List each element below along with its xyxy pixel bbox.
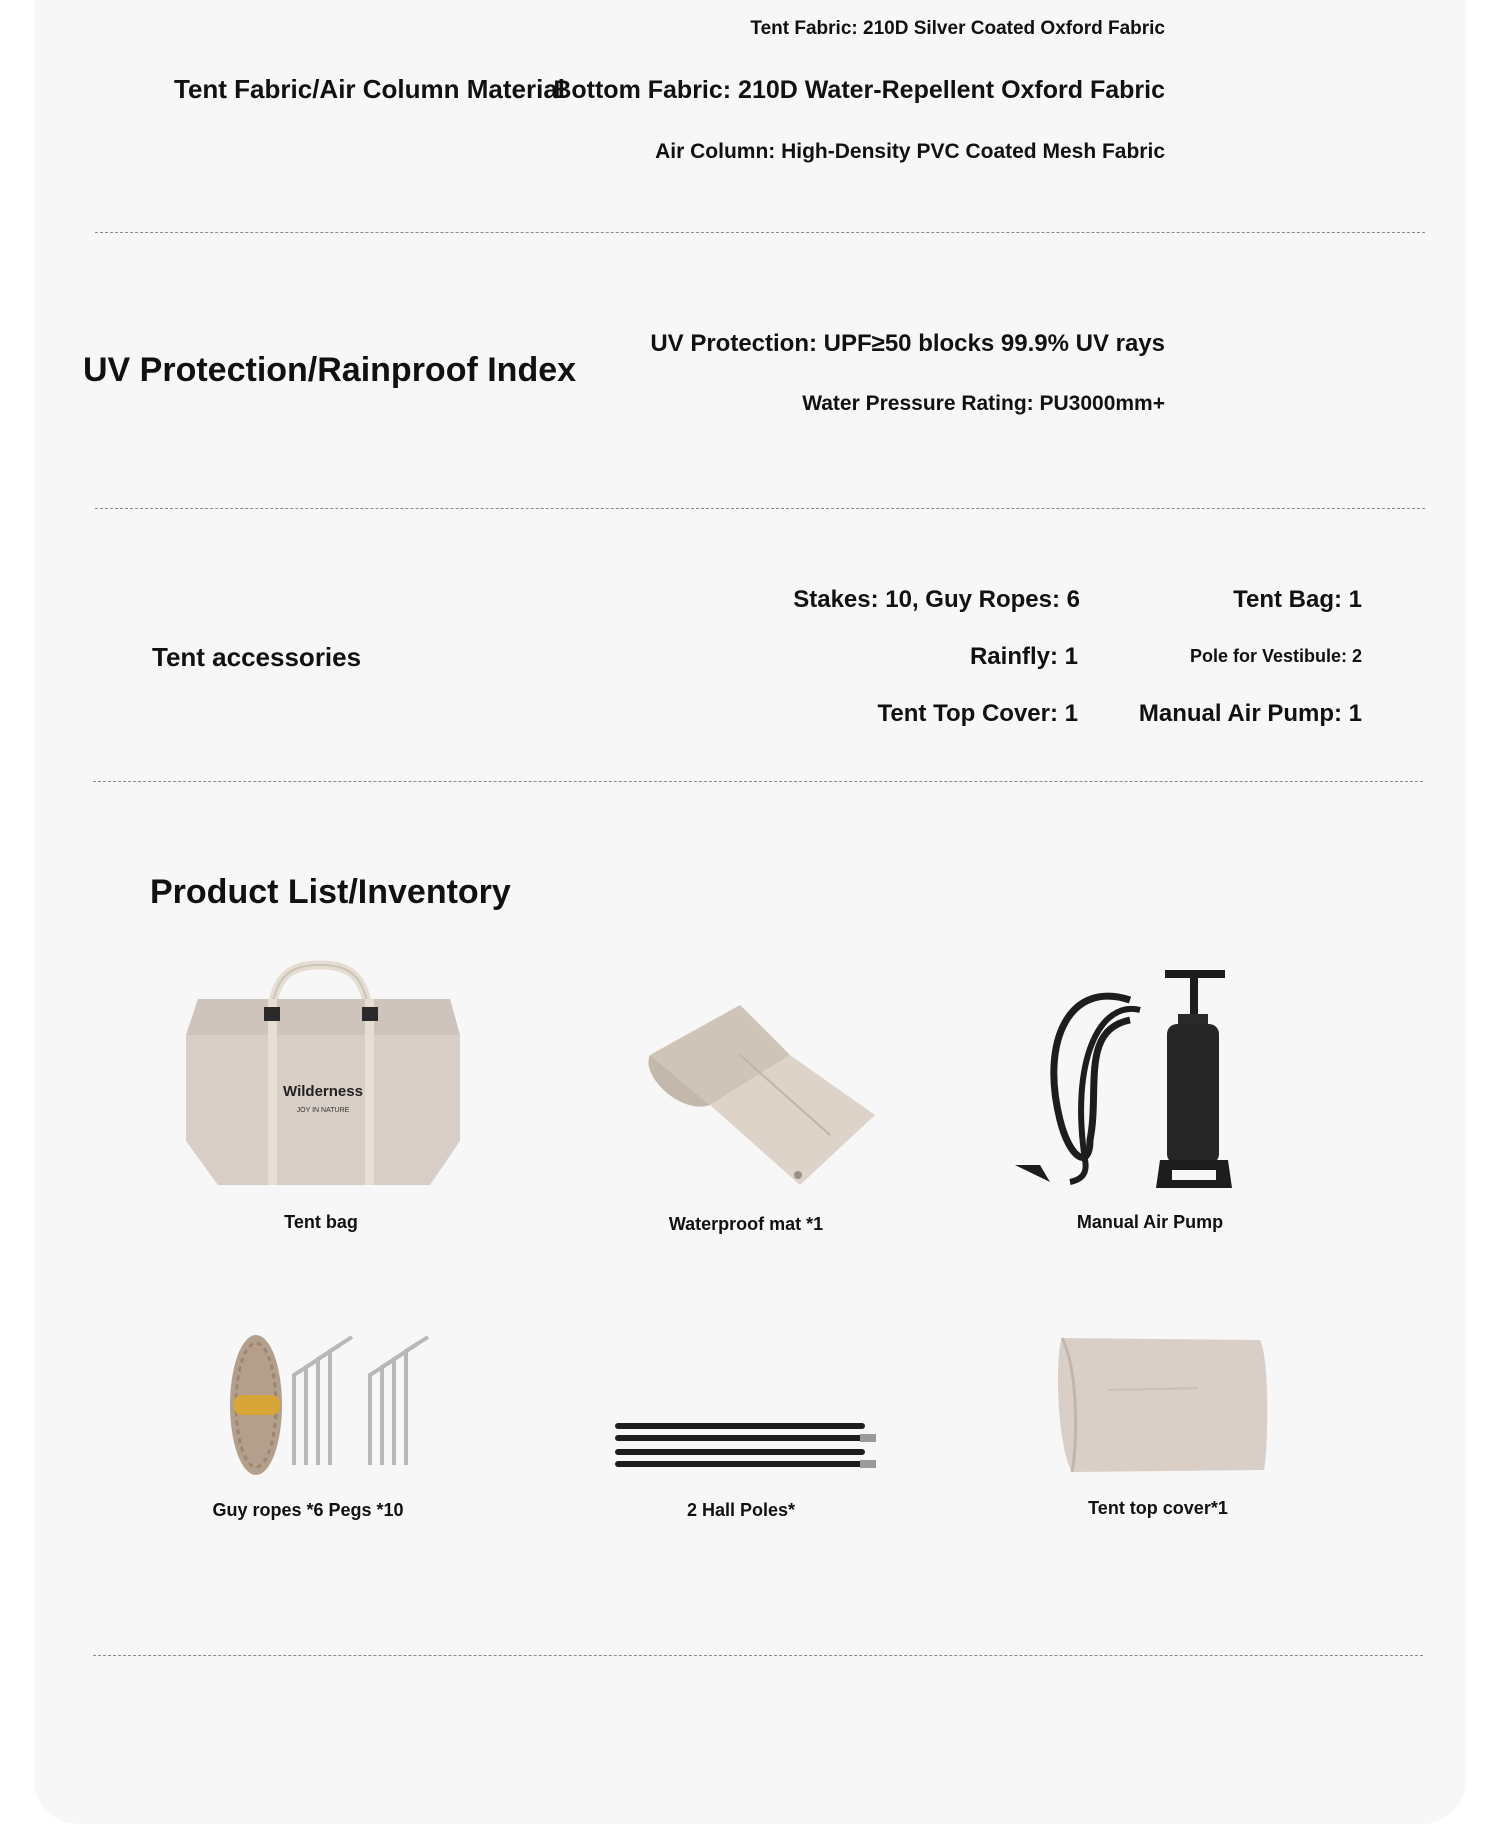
ropes-pegs-image (220, 1325, 450, 1485)
bag-brand-text: Wilderness (283, 1083, 363, 1100)
item-label-hall-poles: 2 Hall Poles* (686, 1500, 796, 1520)
tent-fabric-spec: Tent Fabric: 210D Silver Coated Oxford Fabric (750, 18, 1165, 39)
water-pressure-spec: Water Pressure Rating: PU3000mm+ (802, 392, 1165, 415)
accessory-vestibule-pole: Pole for Vestibule: 2 (1189, 646, 1362, 666)
section-divider (95, 232, 1425, 233)
hall-poles-image (612, 1418, 882, 1472)
item-label-air-pump: Manual Air Pump (1076, 1212, 1224, 1232)
uv-protection-spec: UV Protection: UPF≥50 blocks 99.9% UV rays (650, 330, 1165, 357)
accessory-rainfly: Rainfly: 1 (969, 643, 1078, 670)
section-divider (93, 781, 1423, 782)
item-label-tent-bag: Tent bag (284, 1212, 358, 1232)
top-cover-image (1048, 1330, 1274, 1478)
section-divider (95, 508, 1425, 509)
air-pump-image (1000, 960, 1250, 1195)
accessory-stakes-ropes: Stakes: 10, Guy Ropes: 6 (793, 586, 1080, 613)
spec-card (34, 0, 1466, 1824)
accessory-top-cover: Tent Top Cover: 1 (877, 700, 1078, 727)
tent-bag-image (180, 955, 465, 1195)
section-divider (93, 1655, 1423, 1656)
item-label-waterproof-mat: Waterproof mat *1 (668, 1214, 824, 1234)
bag-tagline-text: JOY IN NATURE (296, 1107, 350, 1114)
material-title: Tent Fabric/Air Column Material (174, 74, 566, 104)
air-column-spec: Air Column: High-Density PVC Coated Mesh Fabric (655, 140, 1165, 163)
bottom-fabric-spec: Bottom Fabric: 210D Water-Repellent Oxford Fabric (553, 76, 1165, 104)
item-label-ropes-pegs: Guy ropes *6 Pegs *10 (212, 1500, 404, 1520)
accessories-title: Tent accessories (152, 642, 362, 672)
accessory-air-pump: Manual Air Pump: 1 (1138, 700, 1362, 727)
inventory-title: Product List/Inventory (150, 873, 511, 911)
item-label-top-cover: Tent top cover*1 (1088, 1498, 1228, 1518)
waterproof-mat-image (640, 995, 890, 1195)
uv-title: UV Protection/Rainproof Index (83, 351, 577, 389)
accessory-tent-bag: Tent Bag: 1 (1233, 586, 1362, 613)
